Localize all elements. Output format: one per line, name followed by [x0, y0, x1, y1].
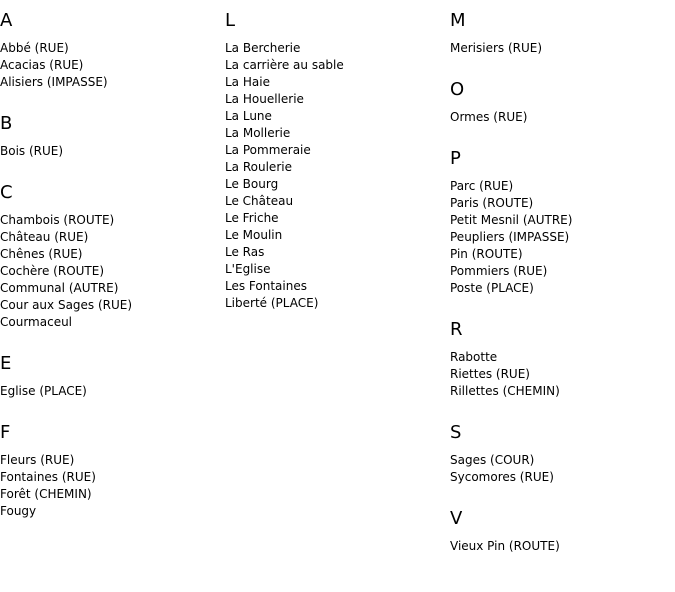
street-link[interactable]: Sycomores (RUE)	[450, 470, 554, 484]
street-link[interactable]: Paris (ROUTE)	[450, 196, 534, 210]
street-link[interactable]: Le Ras	[225, 245, 265, 259]
street-link[interactable]: Eglise (PLACE)	[0, 384, 87, 398]
street-link[interactable]: Cochère (ROUTE)	[0, 264, 105, 278]
section-letter-heading: C	[0, 182, 13, 203]
section-letter-heading: F	[0, 422, 11, 443]
street-link[interactable]: Cour aux Sages (RUE)	[0, 298, 133, 312]
street-list	[0, 212, 220, 331]
letter-section	[450, 79, 670, 126]
street-link[interactable]: Fontaines (RUE)	[0, 470, 96, 484]
street-link[interactable]: Ormes (RUE)	[450, 110, 528, 124]
street-link[interactable]: Château (RUE)	[0, 230, 89, 244]
street-list	[0, 40, 220, 91]
section-letter-heading: R	[450, 319, 463, 340]
street-link[interactable]: La Houellerie	[225, 92, 304, 106]
street-link[interactable]: Alisiers (IMPASSE)	[0, 75, 108, 89]
section-letter-heading: P	[450, 148, 461, 169]
street-list	[225, 40, 445, 312]
street-link[interactable]: Pommiers (RUE)	[450, 264, 548, 278]
street-link[interactable]: Vieux Pin (ROUTE)	[450, 539, 560, 553]
street-link[interactable]: Fougy	[0, 504, 37, 518]
letter-section	[450, 422, 670, 486]
section-letter-heading: A	[0, 10, 13, 31]
section-letter-heading: V	[450, 508, 463, 529]
street-link[interactable]: La carrière au sable	[225, 58, 344, 72]
street-link[interactable]: La Mollerie	[225, 126, 291, 140]
section-letter-heading: E	[0, 353, 12, 374]
street-list	[450, 178, 670, 297]
street-link[interactable]: Rillettes (CHEMIN)	[450, 384, 560, 398]
street-list	[0, 452, 220, 520]
street-link[interactable]: Riettes (RUE)	[450, 367, 530, 381]
street-list	[0, 383, 220, 400]
section-letter-heading: M	[450, 10, 466, 31]
section-letter-heading: L	[225, 10, 236, 31]
street-index-column-1	[0, 10, 220, 542]
letter-section	[0, 422, 220, 520]
street-list	[450, 349, 670, 400]
street-link[interactable]: Merisiers (RUE)	[450, 41, 543, 55]
street-link[interactable]: Forêt (CHEMIN)	[0, 487, 92, 501]
letter-section	[450, 10, 670, 57]
street-link[interactable]: Chambois (ROUTE)	[0, 213, 115, 227]
street-link[interactable]: La Roulerie	[225, 160, 292, 174]
section-letter-heading: S	[450, 422, 462, 443]
street-link[interactable]: Bois (RUE)	[0, 144, 64, 158]
letter-section	[450, 319, 670, 400]
street-link[interactable]: Communal (AUTRE)	[0, 281, 119, 295]
street-link[interactable]: L'Eglise	[225, 262, 271, 276]
street-link[interactable]: Le Bourg	[225, 177, 279, 191]
street-link[interactable]: Rabotte	[450, 350, 498, 364]
letter-section	[0, 10, 220, 91]
street-link[interactable]: Le Moulin	[225, 228, 283, 242]
street-link[interactable]: Peupliers (IMPASSE)	[450, 230, 570, 244]
street-list	[450, 452, 670, 486]
street-link[interactable]: Fleurs (RUE)	[0, 453, 75, 467]
street-link[interactable]: Chênes (RUE)	[0, 247, 83, 261]
section-letter-heading: O	[450, 79, 465, 100]
letter-section	[0, 182, 220, 331]
street-link[interactable]: Le Friche	[225, 211, 279, 225]
street-link[interactable]: La Lune	[225, 109, 272, 123]
street-link[interactable]: Pin (ROUTE)	[450, 247, 523, 261]
street-link[interactable]: Petit Mesnil (AUTRE)	[450, 213, 573, 227]
letter-section	[450, 508, 670, 555]
street-link[interactable]: Parc (RUE)	[450, 179, 514, 193]
street-link[interactable]: Liberté (PLACE)	[225, 296, 319, 310]
street-link[interactable]: Sages (COUR)	[450, 453, 535, 467]
street-index-column-3	[450, 10, 670, 577]
street-link[interactable]: Courmaceul	[0, 315, 73, 329]
section-letter-heading: B	[0, 113, 13, 134]
street-list	[450, 40, 670, 57]
street-link[interactable]: La Bercherie	[225, 41, 301, 55]
letter-section	[225, 10, 445, 312]
street-list	[450, 538, 670, 555]
street-link[interactable]: La Haie	[225, 75, 270, 89]
street-link[interactable]: La Pommeraie	[225, 143, 311, 157]
street-list	[450, 109, 670, 126]
street-link[interactable]: Les Fontaines	[225, 279, 307, 293]
street-index-column-2	[225, 10, 445, 334]
letter-section	[450, 148, 670, 297]
street-link[interactable]: Poste (PLACE)	[450, 281, 534, 295]
street-list	[0, 143, 220, 160]
street-link[interactable]: Acacias (RUE)	[0, 58, 84, 72]
letter-section	[0, 353, 220, 400]
street-link[interactable]: Le Château	[225, 194, 294, 208]
street-link[interactable]: Abbé (RUE)	[0, 41, 69, 55]
letter-section	[0, 113, 220, 160]
